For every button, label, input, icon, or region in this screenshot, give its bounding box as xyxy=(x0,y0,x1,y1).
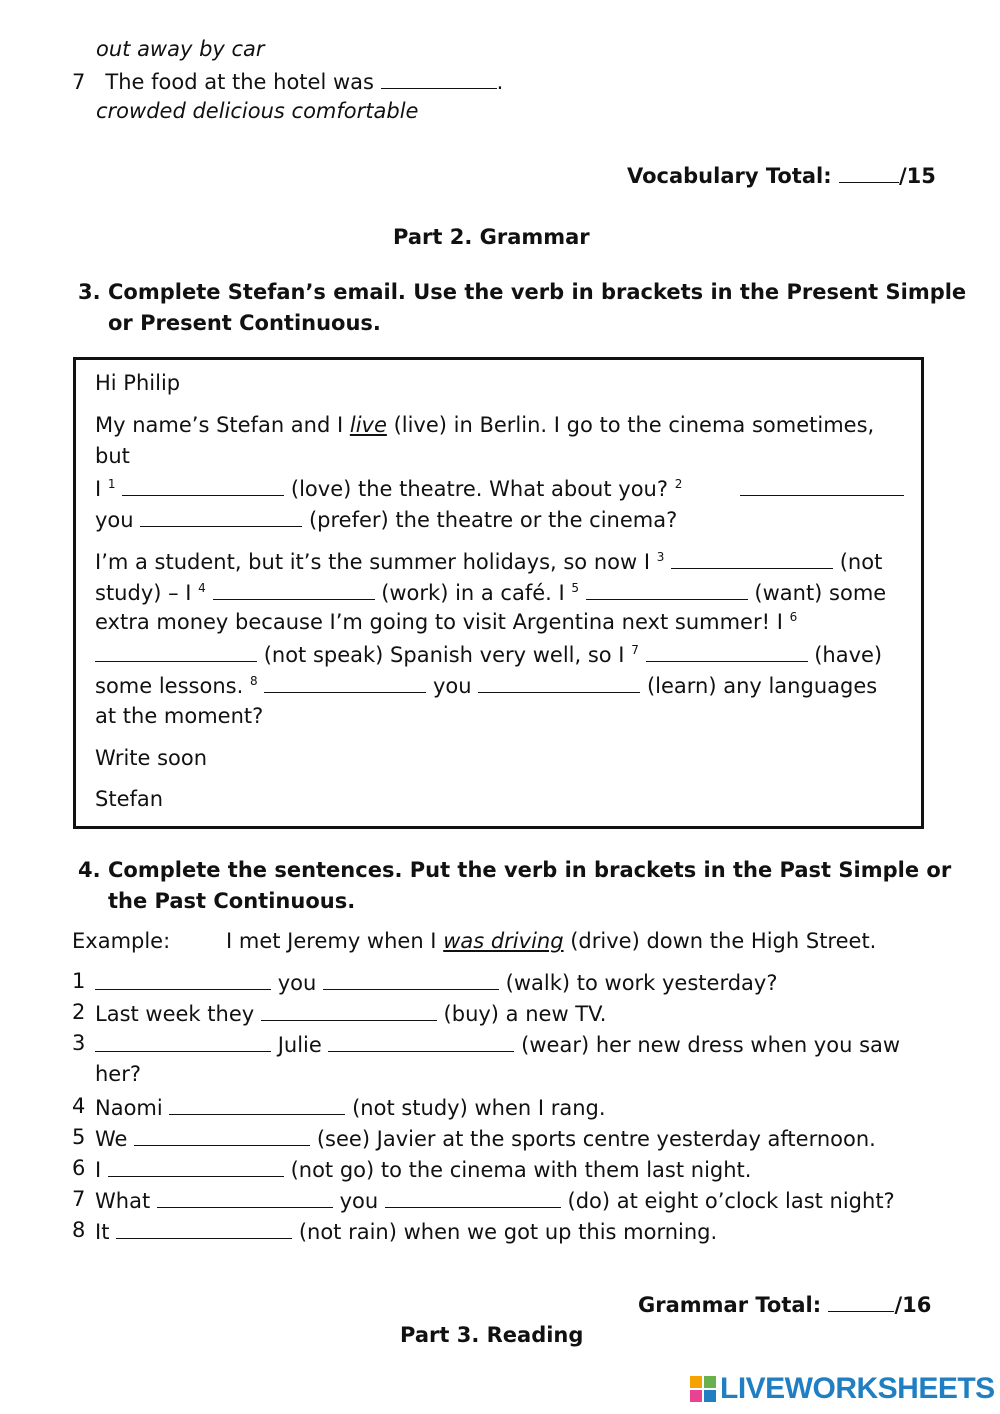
ex4-item-5-end: (see) Javier at the sports centre yesterday afternoon. xyxy=(316,1126,876,1151)
email-line-5 xyxy=(95,610,797,634)
ex4-item-7 xyxy=(95,1187,895,1213)
email-line-3 xyxy=(95,548,882,574)
email-l5-text: extra money because I’m going to visit Argentina next summer! I xyxy=(95,610,783,634)
ex4-item-number: 7 xyxy=(72,1187,86,1211)
email-line-6 xyxy=(95,641,882,667)
ex4-item-8-start: It xyxy=(95,1219,110,1244)
gap-number-5: 5 xyxy=(571,580,580,595)
ex4-example-label: Example: xyxy=(72,929,171,953)
email-l7-end: (learn) any languages xyxy=(646,673,878,698)
ex4-item-number: 2 xyxy=(72,1000,86,1024)
ex4-item-4 xyxy=(95,1094,606,1120)
email-line-4 xyxy=(95,579,886,605)
ex4-example-sentence xyxy=(226,929,876,953)
email-line-1 xyxy=(95,475,682,501)
ex4-item-number: 5 xyxy=(72,1125,86,1149)
gap-5-blank[interactable] xyxy=(586,579,748,600)
q7-text: The food at the hotel was xyxy=(105,69,374,94)
gap-number-2: 2 xyxy=(674,476,683,491)
ex4-item-number: 8 xyxy=(72,1218,86,1242)
gap-1-blank[interactable] xyxy=(122,475,284,496)
email-l4-end: (want) some xyxy=(754,580,887,605)
ex4-item-2-start: Last week they xyxy=(95,1001,255,1026)
ex4-instruction-line1: Complete the sentences. Put the verb in brackets in the Past Simple or xyxy=(108,858,952,882)
gap-number-1: 1 xyxy=(107,476,116,491)
ex4-item-3-mid: Julie xyxy=(277,1032,322,1057)
ex4-item-4-end: (not study) when I rang. xyxy=(352,1095,606,1120)
email-l1-start: I xyxy=(95,476,102,501)
ex4-item-6-start: I xyxy=(95,1157,102,1182)
email-intro-start: My name’s Stefan and I xyxy=(95,413,350,437)
ex4-item-1-mid: you xyxy=(277,970,317,995)
ex3-instruction-line2: or Present Continuous. xyxy=(108,311,381,335)
ex4-item-number: 3 xyxy=(72,1031,86,1055)
ex4-item-number: 1 xyxy=(72,969,86,993)
ex4-item-8-blank[interactable] xyxy=(116,1218,292,1239)
ex4-number: 4. xyxy=(78,858,101,882)
liveworksheets-logo xyxy=(690,1372,995,1406)
email-line-but: but xyxy=(95,444,130,468)
email-l4-middle: (work) in a café. I xyxy=(381,580,565,605)
gap-4-blank[interactable] xyxy=(213,579,375,600)
ex4-item-number: 4 xyxy=(72,1094,86,1118)
ex4-item-3-blank-a[interactable] xyxy=(95,1031,271,1052)
gap-8a-blank[interactable] xyxy=(264,672,426,693)
part2-title: Part 2. Grammar xyxy=(393,225,590,249)
liveworksheets-logo-icon xyxy=(690,1376,716,1402)
gap-number-7: 7 xyxy=(631,642,639,657)
ex4-item-1-blank-b[interactable] xyxy=(323,969,499,990)
q7-answer-blank[interactable] xyxy=(381,68,497,89)
email-line-2 xyxy=(95,506,677,532)
ex4-item-8 xyxy=(95,1218,717,1244)
ex4-item-7-blank-b[interactable] xyxy=(385,1187,561,1208)
ex4-item-7-blank-a[interactable] xyxy=(157,1187,333,1208)
ex3-number: 3. xyxy=(78,280,101,304)
gap-number-3: 3 xyxy=(656,549,665,564)
email-l7-start: some lessons. xyxy=(95,673,244,698)
email-l2-end: (prefer) the theatre or the cinema? xyxy=(308,507,678,532)
vocabulary-total-label: Vocabulary Total: xyxy=(627,163,832,188)
ex4-example-answer: was driving xyxy=(443,929,564,953)
gap-2a-blank[interactable] xyxy=(740,475,904,496)
ex4-item-1-blank-a[interactable] xyxy=(95,969,271,990)
ex4-item-3-end: (wear) her new dress when you saw xyxy=(521,1032,901,1057)
ex4-item-4-blank[interactable] xyxy=(169,1094,345,1115)
gap-7-blank[interactable] xyxy=(646,641,808,662)
gap-8b-blank[interactable] xyxy=(478,672,640,693)
email-l2-start: you xyxy=(95,507,134,532)
email-l6-middle: (not speak) Spanish very well, so I xyxy=(263,642,625,667)
q7-options: crowded delicious comfortable xyxy=(96,99,419,123)
ex4-item-6 xyxy=(95,1156,751,1182)
ex4-item-4-start: Naomi xyxy=(95,1095,163,1120)
vocabulary-total-max: /15 xyxy=(898,163,936,188)
ex4-example-start: I met Jeremy when I xyxy=(226,929,444,953)
email-line-7 xyxy=(95,672,877,698)
gap-3-blank[interactable] xyxy=(671,548,833,569)
email-signature: Stefan xyxy=(95,787,164,811)
email-line-8: at the moment? xyxy=(95,704,264,728)
gap-number-4: 4 xyxy=(198,580,206,595)
ex4-item-7-start: What xyxy=(95,1188,151,1213)
ex4-item-2-blank[interactable] xyxy=(261,1000,437,1021)
ex4-item-2-end: (buy) a new TV. xyxy=(443,1001,607,1026)
ex4-instruction-line2: the Past Continuous. xyxy=(108,889,356,913)
gap-number-8: 8 xyxy=(249,673,258,688)
vocabulary-score-blank[interactable] xyxy=(839,162,899,183)
email-closing: Write soon xyxy=(95,746,208,770)
email-greeting: Hi Philip xyxy=(95,371,181,395)
ex4-item-number: 6 xyxy=(72,1156,86,1180)
ex4-item-2 xyxy=(95,1000,606,1026)
ex4-item-3-blank-b[interactable] xyxy=(328,1031,514,1052)
ex4-item-6-end: (not go) to the cinema with them last night. xyxy=(290,1157,752,1182)
email-l4-start: study) – I xyxy=(95,580,192,605)
email-line-intro xyxy=(95,413,874,437)
ex4-item-3 xyxy=(95,1031,900,1057)
email-l6-end: (have) xyxy=(814,642,883,667)
email-l3-end: (not xyxy=(839,549,883,574)
grammar-score-blank[interactable] xyxy=(828,1291,894,1312)
part3-title: Part 3. Reading xyxy=(400,1323,584,1347)
ex4-item-3-continued: her? xyxy=(95,1062,142,1086)
email-example-answer: live xyxy=(349,413,387,437)
ex4-item-7-mid: you xyxy=(339,1188,379,1213)
gap-6-blank[interactable] xyxy=(95,641,257,662)
vocabulary-total xyxy=(627,162,936,188)
q7-line: 7 The food at the hotel was . xyxy=(72,69,504,94)
ex4-item-1 xyxy=(95,969,778,995)
ex4-item-5-blank[interactable] xyxy=(134,1125,310,1146)
email-l7-middle: you xyxy=(432,673,472,698)
ex4-item-7-end: (do) at eight o’clock last night? xyxy=(567,1188,895,1213)
ex3-instruction-line1: Complete Stefan’s email. Use the verb in brackets in the Present Simple xyxy=(108,280,967,304)
gap-number-6: 6 xyxy=(789,610,798,624)
ex4-example-end: (drive) down the High Street. xyxy=(563,929,877,953)
email-l1-end: (love) the theatre. What about you? xyxy=(290,476,668,501)
grammar-total xyxy=(638,1291,931,1317)
ex4-item-5 xyxy=(95,1125,876,1151)
grammar-total-label: Grammar Total: xyxy=(638,1292,822,1317)
ex4-item-6-blank[interactable] xyxy=(108,1156,284,1177)
q7-number: 7 xyxy=(72,69,86,94)
gap-2b-blank[interactable] xyxy=(140,506,302,527)
email-intro-end: (live) in Berlin. I go to the cinema sometimes, xyxy=(386,413,875,437)
ex4-item-8-end: (not rain) when we got up this morning. xyxy=(298,1219,718,1244)
liveworksheets-logo-text: LIVEWORKSHEETS xyxy=(720,1372,995,1405)
ex4-item-1-end: (walk) to work yesterday? xyxy=(505,970,778,995)
grammar-total-max: /16 xyxy=(894,1292,932,1317)
email-l3-start: I’m a student, but it’s the summer holidays, so now I xyxy=(95,549,651,574)
ex4-item-5-start: We xyxy=(95,1126,128,1151)
q6-options: out away by car xyxy=(96,37,265,61)
